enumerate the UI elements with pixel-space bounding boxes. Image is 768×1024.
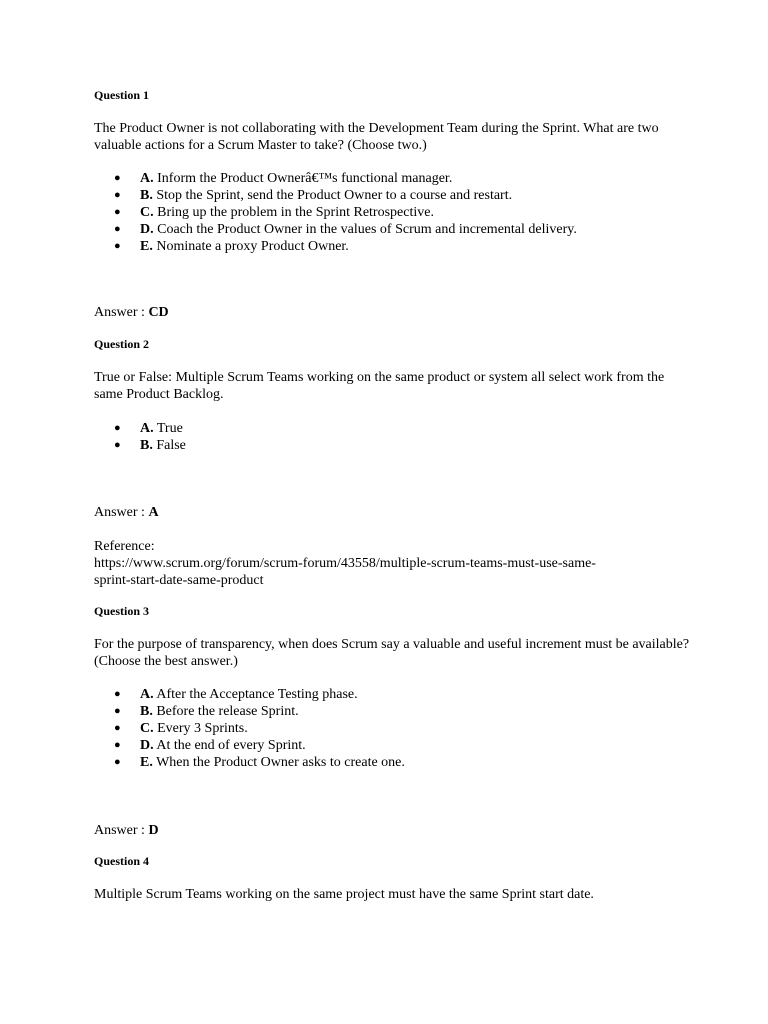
question-1-answer: Answer : CD [94, 305, 169, 320]
question-1-options [94, 170, 577, 255]
bullet-icon: ● [114, 688, 121, 700]
option-item: ● A. True [114, 421, 183, 436]
question-3-options [94, 686, 405, 771]
bullet-icon: ● [114, 240, 121, 252]
bullet-icon: ● [114, 422, 121, 434]
bullet-icon: ● [114, 189, 121, 201]
bullet-icon: ● [114, 223, 121, 235]
question-4-text: Multiple Scrum Teams working on the same project must have the same Sprint start date. [94, 887, 594, 902]
question-3-title: Question 3 [94, 604, 150, 618]
question-1-text: The Product Owner is not collaborating with the Development Team during the Sprint. What are two valuable actions for a Scrum Master to take? (Choose two.) [94, 121, 659, 153]
bullet-icon: ● [114, 705, 121, 717]
question-2-options [94, 420, 186, 454]
question-1-title: Question 1 [94, 88, 150, 102]
bullet-icon: ● [114, 756, 121, 768]
option-item: ● C. Every 3 Sprints. [114, 721, 248, 736]
question-2-text: True or False: Multiple Scrum Teams working on the same product or system all select work from the same Product Backlog. [94, 370, 665, 402]
question-4-title: Question 4 [94, 854, 150, 868]
option-item: ● B. False [114, 438, 186, 453]
question-3-answer: Answer : D [94, 823, 159, 838]
option-item: ● A. After the Acceptance Testing phase. [114, 687, 358, 702]
reference-url-line-2: sprint-start-date-same-product [94, 573, 264, 588]
question-2-title: Question 2 [94, 337, 150, 351]
option-item: ● C. Bring up the problem in the Sprint Retrospective. [114, 205, 434, 220]
reference-url-line-1: https://www.scrum.org/forum/scrum-forum/43558/multiple-scrum-teams-must-use-same- [94, 556, 596, 571]
option-item: ● E. When the Product Owner asks to create one. [114, 755, 405, 770]
option-item: ● B. Stop the Sprint, send the Product Owner to a course and restart. [114, 188, 513, 203]
bullet-icon: ● [114, 206, 121, 218]
question-3-text: For the purpose of transparency, when does Scrum say a valuable and useful increment must be available? (Choose the best answer.) [94, 637, 690, 669]
bullet-icon: ● [114, 739, 121, 751]
option-item: ● A. Inform the Product Ownerâ€™s functional manager. [114, 171, 453, 186]
bullet-icon: ● [114, 172, 121, 184]
reference-label: Reference: [94, 539, 155, 554]
bullet-icon: ● [114, 439, 121, 451]
option-item: ● E. Nominate a proxy Product Owner. [114, 239, 349, 254]
bullet-icon: ● [114, 722, 121, 734]
question-2-answer: Answer : A [94, 505, 159, 520]
option-item: ● B. Before the release Sprint. [114, 704, 299, 719]
option-item: ● D. At the end of every Sprint. [114, 738, 306, 753]
question-2-reference [94, 538, 694, 589]
option-item: ● D. Coach the Product Owner in the values of Scrum and incremental delivery. [114, 222, 577, 237]
